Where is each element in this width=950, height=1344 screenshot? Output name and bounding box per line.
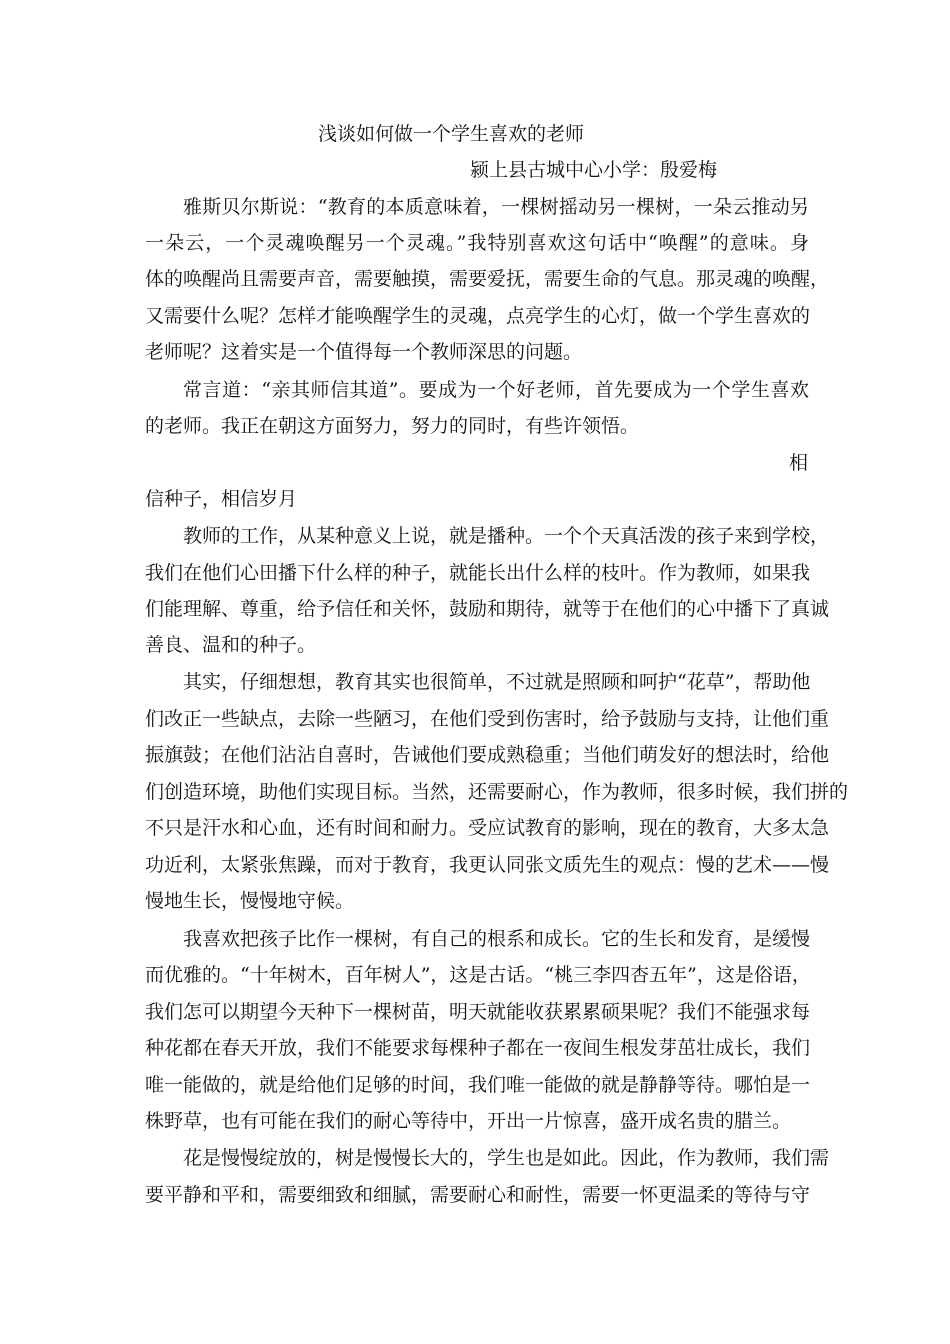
text-line: 慢地生长，慢慢地守候。 xyxy=(145,890,355,912)
text-line: 雅斯贝尔斯说：“教育的本质意味着，一棵树摇动另一棵树，一朵云推动另 xyxy=(183,196,809,218)
text-line: 唯一能做的，就是给他们足够的时间，我们唯一能做的就是静静等待。哪怕是一 xyxy=(145,1074,811,1096)
text-line: 们能理解、尊重，给予信任和关怀，鼓励和期待，就等于在他们的心中播下了真诚 xyxy=(145,598,830,620)
section-heading: 信种子，相信岁月 xyxy=(145,488,298,510)
text-line: 我们怎可以期望今天种下一棵树苗，明天就能收获累累硕果呢？我们不能强求每 xyxy=(145,1001,811,1023)
text-line: 不只是汗水和心血，还有时间和耐力。受应试教育的影响，现在的教育，大多太急 xyxy=(145,817,830,839)
text-line: 们创造环境，助他们实现目标。当然，还需要耐心，作为教师，很多时候，我们拼的 xyxy=(145,781,849,803)
text-line: 老师呢？这着实是一个值得每一个教师深思的问题。 xyxy=(145,341,583,363)
section-heading-start: 相 xyxy=(789,452,809,474)
text-line: 功近利，太紧张焦躁，而对于教育，我更认同张文质先生的观点：慢的艺术——慢 xyxy=(145,854,830,876)
text-line: 又需要什么呢？怎样才能唤醒学生的灵魂，点亮学生的心灯，做一个学生喜欢的 xyxy=(145,305,811,327)
text-line: 其实，仔细想想，教育其实也很简单，不过就是照顾和呵护“花草”，帮助他 xyxy=(183,671,811,693)
text-line: 们改正一些缺点，去除一些陋习，在他们受到伤害时，给予鼓励与支持，让他们重 xyxy=(145,708,830,730)
author-line: 颍上县古城中心小学：殷爱梅 xyxy=(470,159,718,181)
text-line: 种花都在春天开放，我们不能要求每棵种子都在一夜间生根发芽茁壮成长，我们 xyxy=(145,1037,811,1059)
text-line: 体的唤醒尚且需要声音，需要触摸，需要爱抚，需要生命的气息。那灵魂的唤醒， xyxy=(145,268,830,290)
text-line: 要平静和平和，需要细致和细腻，需要耐心和耐性，需要一怀更温柔的等待与守 xyxy=(145,1184,811,1206)
text-line: 一朵云，一个灵魂唤醒另一个灵魂。”我特别喜欢这句话中“唤醒”的意味。身 xyxy=(145,232,809,254)
document-title: 浅谈如何做一个学生喜欢的老师 xyxy=(318,123,585,145)
text-line: 的老师。我正在朝这方面努力，努力的同时，有些许领悟。 xyxy=(145,415,640,437)
text-line: 而优雅的。“十年树木，百年树人”，这是古话。“桃三李四杏五年”，这是俗语， xyxy=(145,964,811,986)
text-line: 我们在他们心田播下什么样的种子，就能长出什么样的枝叶。作为教师，如果我 xyxy=(145,562,811,584)
text-line: 我喜欢把孩子比作一棵树，有自己的根系和成长。它的生长和发育，是缓慢 xyxy=(183,928,811,950)
text-line: 常言道：“亲其师信其道”。要成为一个好老师，首先要成为一个学生喜欢 xyxy=(183,379,809,401)
text-line: 振旗鼓；在他们沾沾自喜时，告诫他们要成熟稳重；当他们萌发好的想法时，给他 xyxy=(145,744,830,766)
text-line: 株野草，也有可能在我们的耐心等待中，开出一片惊喜，盛开成名贵的腊兰。 xyxy=(145,1110,792,1132)
text-line: 教师的工作，从某种意义上说，就是播种。一个个天真活泼的孩子来到学校， xyxy=(183,525,830,547)
text-line: 花是慢慢绽放的，树是慢慢长大的，学生也是如此。因此，作为教师，我们需 xyxy=(183,1147,830,1169)
text-line: 善良、温和的种子。 xyxy=(145,634,317,656)
